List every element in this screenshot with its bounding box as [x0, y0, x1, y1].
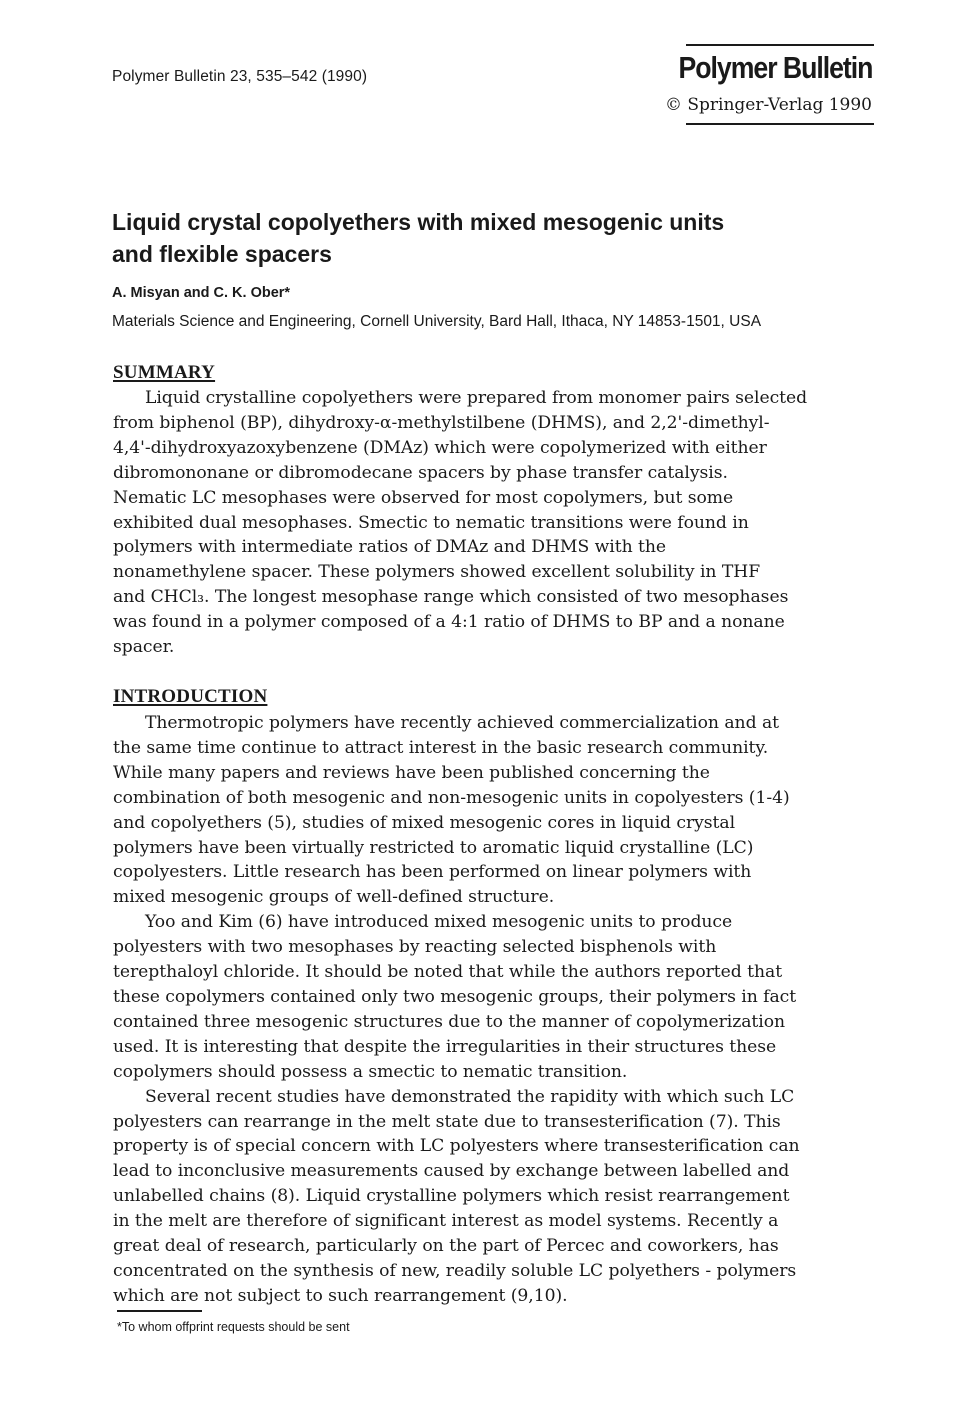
text-line: combination of both mesogenic and non-mesogenic units in copolyesters (1-4) [113, 787, 790, 808]
journal-masthead-title: Polymer Bulletin [678, 50, 872, 85]
text-line: the same time continue to attract interest in the basic research community. [113, 737, 769, 758]
text-line: exhibited dual mesophases. Smectic to nematic transitions were found in [113, 512, 749, 533]
text-line: dibromononane or dibromodecane spacers by phase transfer catalysis. [113, 462, 728, 483]
author-affiliation: Materials Science and Engineering, Cornell University, Bard Hall, Ithaca, NY 14853-1501, USA [112, 313, 762, 330]
text-line: property is of special concern with LC polyesters where transesterification can [113, 1136, 800, 1157]
article-title-line: and flexible spacers [112, 241, 332, 267]
text-line: copolymers should possess a smectic to nematic transition. [113, 1061, 628, 1082]
text-line: Liquid crystalline copolyethers were prepared from monomer pairs selected [145, 388, 808, 408]
text-line: concentrated on the synthesis of new, readily soluble LC polyethers - polymers [113, 1260, 797, 1281]
journal-masthead-rule-top [686, 44, 874, 46]
article-title-line: Liquid crystal copolyethers with mixed mesogenic units [112, 209, 725, 235]
text-line: used. It is interesting that despite the irregularities in their structures these [113, 1036, 777, 1057]
summary-heading: SUMMARY [113, 362, 216, 383]
text-line: polyesters with two mesophases by reacting selected bisphenols with [113, 937, 717, 958]
journal-masthead-rule-bottom [686, 123, 874, 125]
text-line: nonamethylene spacer. These polymers showed excellent solubility in THF [113, 562, 761, 583]
text-line: was found in a polymer composed of a 4:1 ratio of DHMS to BP and a nonane [113, 612, 785, 633]
text-line: great deal of research, particularly on the part of Percec and coworkers, has [113, 1236, 779, 1257]
article-title [112, 206, 872, 270]
introduction-body [113, 711, 893, 1309]
text-line: copolyesters. Little research has been performed on linear polymers with [113, 862, 752, 883]
text-line: which are not subject to such rearrangement (9,10). [113, 1285, 568, 1306]
text-line: 4,4'-dihydroxyazoxybenzene (DMAz) which were copolymerized with either [113, 437, 767, 458]
text-line: lead to inconclusive measurements caused by exchange between labelled and [113, 1161, 790, 1182]
text-line: spacer. [113, 637, 175, 658]
publisher-copyright: © Springer-Verlag 1990 [664, 95, 872, 115]
text-line: these copolymers contained only two mesogenic groups, their polymers in fact [113, 986, 797, 1007]
footnote-rule [117, 1310, 202, 1312]
summary-paragraph [113, 386, 893, 660]
text-line: polyesters can rearrange in the melt state due to transesterification (7). This [113, 1111, 781, 1132]
text-line: Yoo and Kim (6) have introduced mixed mesogenic units to produce [145, 912, 733, 933]
text-line: While many papers and reviews have been published concerning the [113, 762, 710, 783]
text-line: polymers with intermediate ratios of DMAz and DHMS with the [113, 537, 667, 558]
text-line: and copolyethers (5), studies of mixed mesogenic cores in liquid crystal [113, 812, 736, 833]
journal-citation: Polymer Bulletin 23, 535–542 (1990) [112, 68, 368, 85]
text-line: Several recent studies have demonstrated the rapidity with which such LC [145, 1086, 795, 1107]
footnote: *To whom offprint requests should be sent [117, 1320, 350, 1334]
text-line: polymers have been virtually restricted to aromatic liquid crystalline (LC) [113, 837, 754, 858]
text-line: and CHCl₃. The longest mesophase range which consisted of two mesophases [113, 587, 789, 608]
text-line: from biphenol (BP), dihydroxy-α-methylstilbene (DHMS), and 2,2'-dimethyl- [113, 412, 770, 433]
text-line: unlabelled chains (8). Liquid crystalline polymers which resist rearrangement [113, 1186, 790, 1207]
author-list: A. Misyan and C. K. Ober* [112, 285, 291, 301]
text-line: Thermotropic polymers have recently achieved commercialization and at [145, 713, 779, 733]
text-line: contained three mesogenic structures due to the manner of copolymerization [113, 1011, 786, 1032]
introduction-heading: INTRODUCTION [113, 686, 268, 707]
text-line: terepthaloyl chloride. It should be noted that while the authors reported that [113, 962, 783, 983]
text-line: in the melt are therefore of significant interest as model systems. Recently a [113, 1211, 779, 1232]
text-line: mixed mesogenic groups of well-defined structure. [113, 887, 555, 908]
text-line: Nematic LC mesophases were observed for most copolymers, but some [113, 487, 734, 508]
